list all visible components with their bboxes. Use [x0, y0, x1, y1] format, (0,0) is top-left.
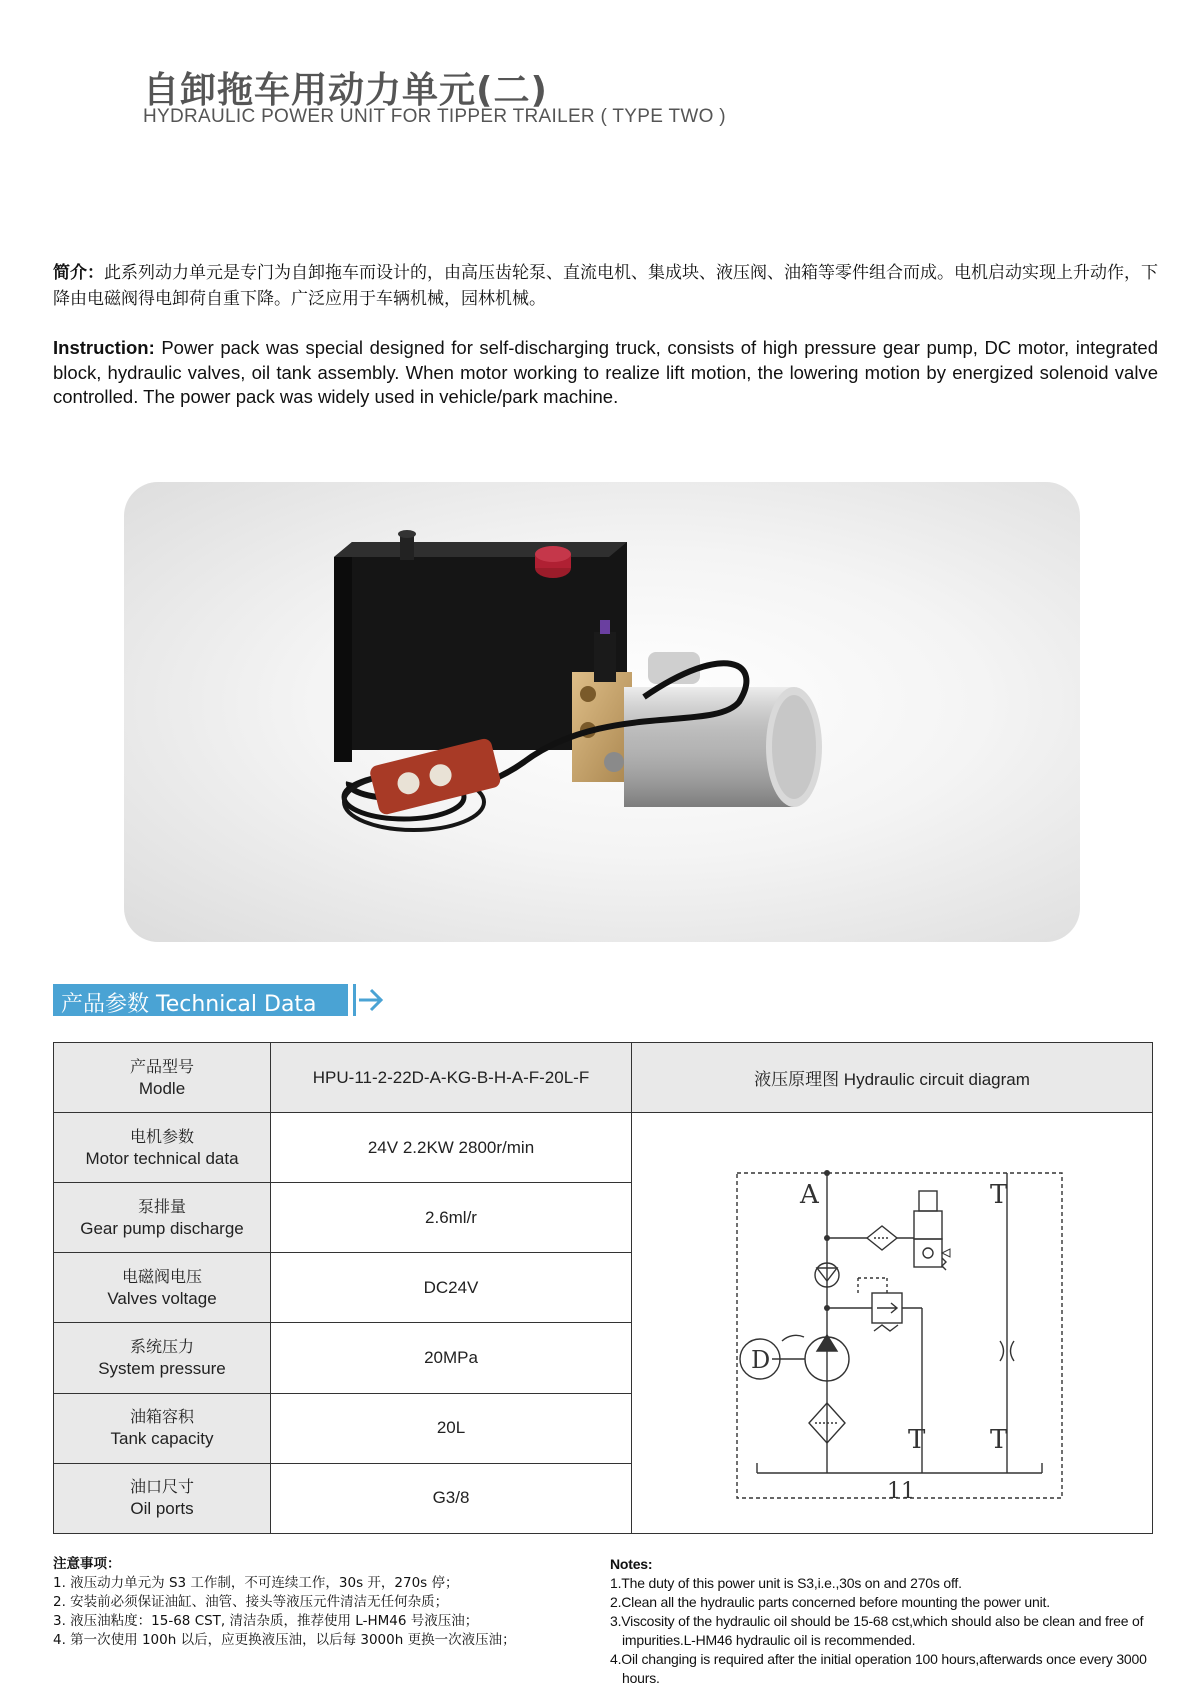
diagram-header: 液压原理图 Hydraulic circuit diagram	[632, 1043, 1153, 1113]
row-value: G3/8	[271, 1463, 632, 1533]
row-label	[54, 1463, 271, 1533]
row-label	[54, 1113, 271, 1183]
row-label-cn: 电磁阀电压	[121, 1266, 202, 1286]
motor-d-label: D	[751, 1346, 771, 1374]
row-label-cn: 油箱容积	[129, 1407, 194, 1427]
row-label-en: System pressure	[98, 1359, 226, 1379]
page-title-cn: 自卸拖车用动力单元(二)	[143, 70, 548, 111]
intro-en-text: Power pack was special designed for self-discharging truck, consists of high pressure gear pump, DC motor, integrated block, hydraulic valves, oil tank assembly. When motor working to realize lift motion, the lowering motion by energized solenoid valve controlled. The power pack was widely used in vehicle/park machine.	[53, 337, 1158, 407]
row-label-en: Valves voltage	[107, 1288, 217, 1308]
port-t-label-right: T	[990, 1425, 1008, 1455]
notes-cn-item: 1. 液压动力单元为 S3 工作制，不可连续工作，30s 开，270s 停；	[53, 1575, 459, 1591]
row-label-en: Motor technical data	[85, 1148, 239, 1168]
table-row	[54, 1113, 1153, 1183]
section-header-title: 产品参数 Technical Data	[61, 992, 317, 1017]
row-value: 24V 2.2KW 2800r/min	[271, 1113, 632, 1183]
row-value: DC24V	[271, 1253, 632, 1323]
circuit-diagram-svg	[632, 1113, 1152, 1533]
row-label	[54, 1043, 271, 1113]
row-label-cn: 电机参数	[129, 1126, 194, 1146]
intro-cn	[53, 260, 1158, 312]
notes-en	[610, 1555, 1160, 1688]
notes-cn-item: 4. 第一次使用 100h 以后，应更换液压油，以后每 3000h 更换一次液压油；	[53, 1632, 516, 1648]
row-label-en: Gear pump discharge	[80, 1218, 244, 1238]
port-t-label-mid: T	[908, 1425, 926, 1455]
row-label-cn: 油口尺寸	[129, 1477, 194, 1497]
notes-cn-item: 3. 液压油粘度：15-68 CST, 清洁杂质，推荐使用 L-HM46 号液压油；	[53, 1613, 479, 1629]
row-label-cn: 系统压力	[129, 1337, 194, 1357]
technical-data-header	[53, 984, 378, 1016]
row-label-en: Tank capacity	[110, 1429, 214, 1449]
intro-cn-label: 简介：	[53, 263, 104, 283]
intro-en-label: Instruction:	[53, 337, 155, 358]
power-unit-illustration	[124, 482, 1080, 942]
row-value: HPU-11-2-22D-A-KG-B-H-A-F-20L-F	[271, 1043, 632, 1113]
table-row	[54, 1043, 1153, 1113]
intro-en	[53, 336, 1158, 410]
notes-cn-title: 注意事项：	[53, 1556, 121, 1572]
notes-en-item: 3.Viscosity of the hydraulic oil should be 15-68 cst,which should also be clean and free of impurities.L-HM46 hydraulic oil is recommended.	[610, 1613, 1144, 1648]
row-label	[54, 1253, 271, 1323]
hydraulic-circuit-diagram	[632, 1113, 1153, 1534]
row-label	[54, 1323, 271, 1393]
row-value: 20L	[271, 1393, 632, 1463]
row-label	[54, 1183, 271, 1253]
notes-cn	[53, 1555, 573, 1650]
intro-cn-text: 此系列动力单元是专门为自卸拖车而设计的，由高压齿轮泵、直流电机、集成块、液压阀、油箱等零件组合而成。电机启动实现上升动作，下降由电磁阀得电卸荷自重下降。广泛应用于车辆机械，园林机械。	[53, 263, 1158, 309]
notes-cn-item: 2. 安装前必须保证油缸、油管、接头等液压元件清洁无任何杂质；	[53, 1594, 449, 1610]
row-value: 2.6ml/r	[271, 1183, 632, 1253]
row-value: 20MPa	[271, 1323, 632, 1393]
technical-data-table	[53, 1042, 1153, 1534]
row-label-en: Modle	[138, 1078, 186, 1098]
row-label-cn: 产品型号	[129, 1056, 194, 1076]
row-label	[54, 1393, 271, 1463]
notes-en-title: Notes:	[610, 1556, 653, 1572]
port-a-label: A	[800, 1180, 819, 1210]
row-label-cn: 泵排量	[137, 1196, 186, 1216]
notes-en-item: 1.The duty of this power unit is S3,i.e.,30s on and 270s off.	[610, 1575, 962, 1591]
notes-en-item: 4.Oil changing is required after the initial operation 100 hours,afterwards once every 3000 hours.	[610, 1651, 1147, 1686]
port-t-label-top: T	[990, 1180, 1008, 1210]
arrow-right-icon	[353, 984, 385, 1016]
tank-number-label: 11	[887, 1479, 915, 1504]
product-photo	[124, 482, 1080, 942]
page-title-en: HYDRAULIC POWER UNIT FOR TIPPER TRAILER ( TYPE TWO )	[143, 106, 726, 127]
row-label-en: Oil ports	[130, 1499, 194, 1519]
notes-en-item: 2.Clean all the hydraulic parts concerned before mounting the power unit.	[610, 1594, 1050, 1610]
